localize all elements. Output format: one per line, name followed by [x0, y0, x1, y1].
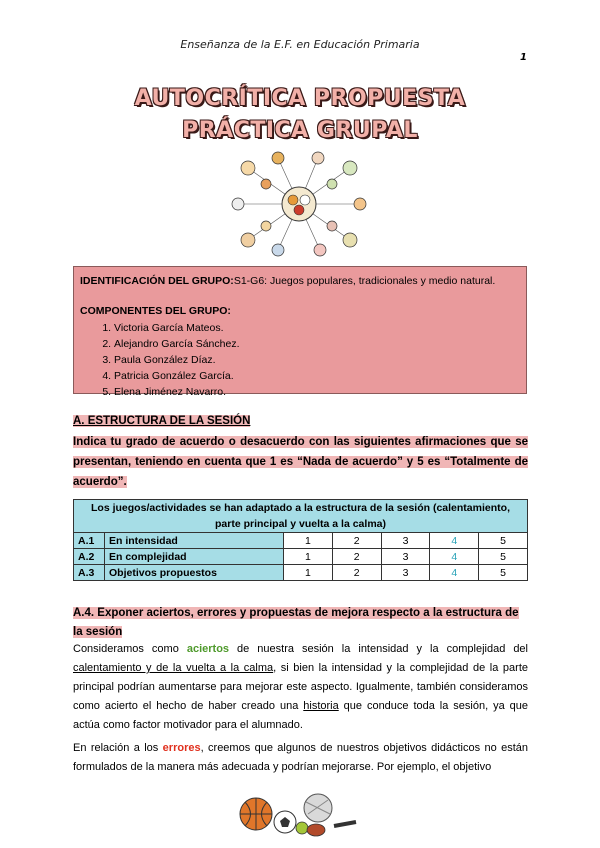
member-item: 5. Elena Jiménez Navarro. [114, 385, 520, 400]
row-code: A.1 [74, 533, 105, 549]
rating-cell[interactable]: 1 [284, 533, 333, 549]
sports-mindmap-illustration [228, 148, 370, 260]
rating-cell-selected[interactable]: 4 [430, 533, 479, 549]
member-item: 2. Alejandro García Sánchez. [114, 337, 520, 352]
rating-cell[interactable]: 5 [479, 549, 528, 565]
rating-cell[interactable]: 3 [381, 565, 430, 581]
members-list [80, 321, 520, 400]
group-id-row [80, 275, 520, 287]
group-id-label: IDENTIFICACIÓN DEL GRUPO: [80, 275, 234, 287]
table-header-line-2: parte principal y vuelta a la calma) [215, 518, 386, 530]
group-id-value: S1-G6: Juegos populares, tradicionales y medio natural. [233, 275, 496, 287]
table-row [74, 549, 528, 565]
member-item: 4. Patricia González García. [114, 369, 520, 384]
rating-cell-selected[interactable]: 4 [430, 549, 479, 565]
row-label: En intensidad [105, 533, 284, 549]
table-header [74, 500, 528, 533]
row-label: En complejidad [105, 549, 284, 565]
rating-cell[interactable]: 5 [479, 533, 528, 549]
page-header: Enseñanza de la E.F. en Educación Primaria [180, 38, 420, 51]
rating-cell[interactable]: 5 [479, 565, 528, 581]
rating-cell[interactable]: 2 [332, 533, 381, 549]
member-item: 3. Paula González Díaz. [114, 353, 520, 368]
rating-cell[interactable]: 1 [284, 565, 333, 581]
row-code: A.3 [74, 565, 105, 581]
member-item: 1. Victoria García Mateos. [114, 321, 520, 336]
table-header-line-1: Los juegos/actividades se han adaptado a la estructura de la sesión (calentamiento, [91, 502, 510, 514]
table-row [74, 565, 528, 581]
rating-cell[interactable]: 1 [284, 549, 333, 565]
section-a-heading: A. ESTRUCTURA DE LA SESIÓN [73, 415, 251, 427]
rating-cell[interactable]: 2 [332, 549, 381, 565]
rating-cell[interactable]: 3 [381, 549, 430, 565]
rating-cell-selected[interactable]: 4 [430, 565, 479, 581]
errores-highlight: errores [162, 742, 201, 754]
title-line-2: PRÁCTICA GRUPAL [182, 118, 418, 143]
aciertos-paragraph: Consideramos como aciertos de nuestra sesión la intensidad y la complejidad del calentamiento y de la vuelta a la calma, si bien la intensidad y la complejidad de la parte principal podrían aumentarse para mejorar este aspecto. Igualmente, también consideramos como acierto el hecho de haber creado una historia que conduce toda la sesión, ya que actúa como factor motivador para el alumnado. [73, 643, 528, 731]
table-row [74, 533, 528, 549]
section-a4-heading: A.4. Exponer aciertos, errores y propuestas de mejora respecto a la estructura de la sesión [73, 607, 519, 638]
page-number: 1 [520, 52, 527, 63]
section-a-instruction: Indica tu grado de acuerdo o desacuerdo con las siguientes afirmaciones que se presentan, teniendo en cuenta que 1 es “Nada de acuerdo” y 5 es “Totalmente de acuerdo”. [73, 436, 528, 488]
rating-table [73, 499, 528, 581]
row-label: Objetivos propuestos [105, 565, 284, 581]
group-identification-box [73, 266, 527, 398]
errores-paragraph: En relación a los errores, creemos que algunos de nuestros objetivos didácticos no están formulados de la manera más adecuada y podrían mejorarse. Por ejemplo, el objetivo [73, 742, 528, 773]
rating-cell[interactable]: 2 [332, 565, 381, 581]
rating-cell[interactable]: 3 [381, 533, 430, 549]
title-line-1: AUTOCRÍTICA PROPUESTA [134, 86, 466, 111]
sports-balls-illustration [238, 790, 362, 840]
row-code: A.2 [74, 549, 105, 565]
aciertos-highlight: aciertos [186, 643, 230, 655]
members-label: COMPONENTES DEL GRUPO: [80, 305, 231, 317]
